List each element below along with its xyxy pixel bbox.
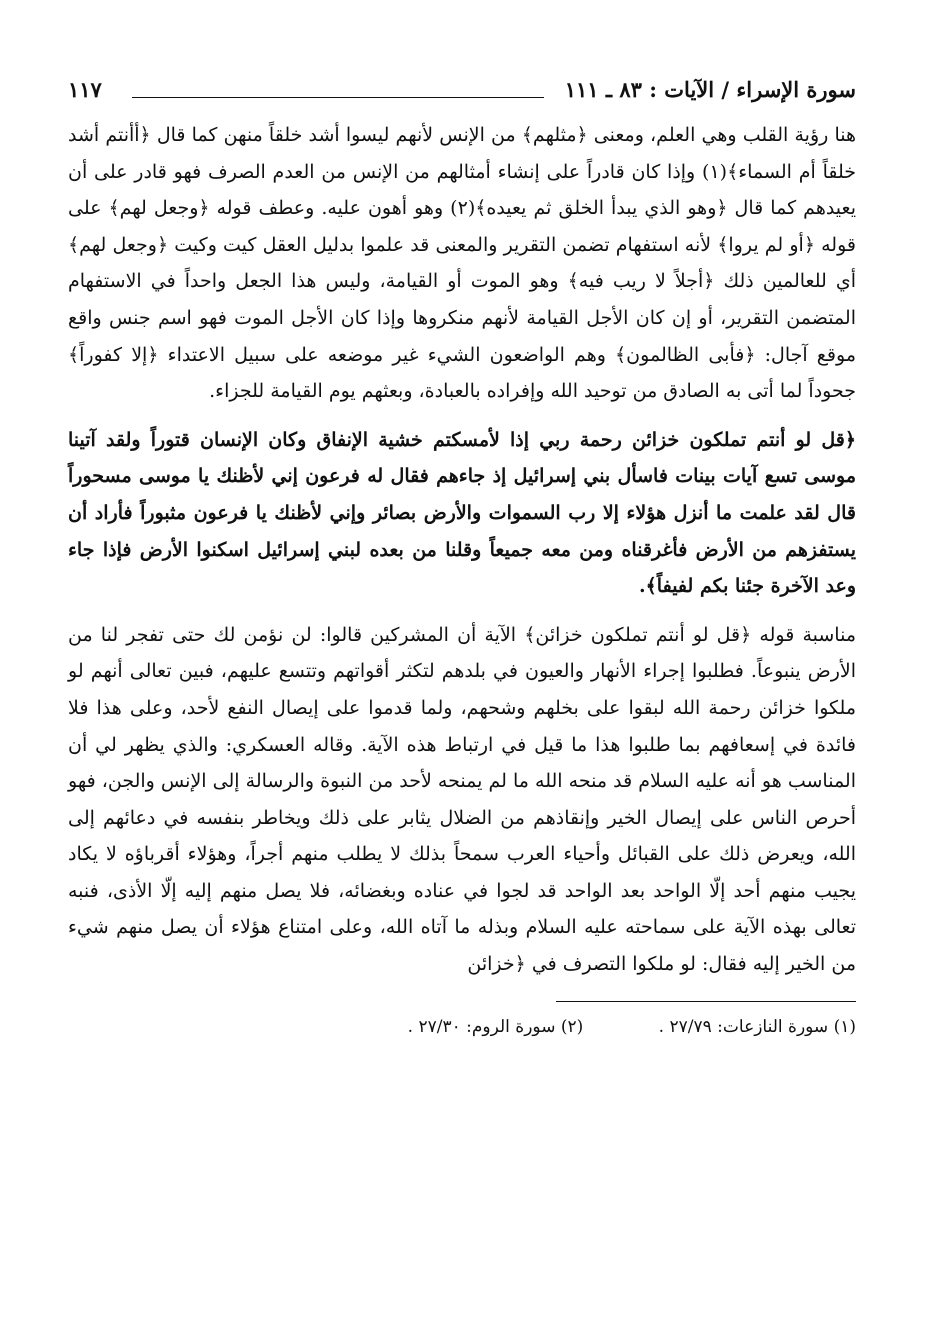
header-rule bbox=[132, 97, 544, 98]
book-page bbox=[68, 70, 856, 1042]
page-number: ١١٧ bbox=[68, 77, 102, 102]
footnote-2: (٢) سورة الروم: ٢٧/٣٠ . bbox=[407, 1016, 584, 1037]
footnote-1: (١) سورة النازعات: ٢٧/٧٩ . bbox=[658, 1016, 856, 1037]
commentary-paragraph: مناسبة قوله ﴿قل لو أنتم تملكون خزائن﴾ الآية أن المشركين قالوا: لن نؤمن لك حتى تفجر لنا من الأرض ينبوعاً. فطلبوا إجراء الأنهار والعيون في بلدهم لتكثر أقواتهم وتتسع عليهم، فبين تعالى أنهم لو ملكوا خزائن رحمة الله لبقوا على بخلهم وشحهم، ولما قدموا على إيصال النفع لأحد، وعلى هذا فلا فائدة في إسعافهم بما طلبوا هذا ما قيل في ارتباط هذه الآية. وقاله العسكري: والذي يظهر لي أن المناسب هو أنه عليه السلام قد منحه الله ما لم يمنحه لأحد من النبوة والرسالة إلى الإنس والجن، فهو أحرص الناس على إيصال الخير وإنقاذهم من الضلال يثابر على ذلك ويخاطر بنفسه في دعائهم إلى الله، ويعرض ذلك على القبائل وأحياء العرب سمحاً بذلك لا يطلب منهم أجراً، وهؤلاء أقرباؤه لا يكاد يجيب منهم أحد إلّا الواحد بعد الواحد قد لجوا في عناده وبغضائه، فلا يصل منهم إليه إلّا الأذى، فنبه تعالى بهذه الآية على سماحته عليه السلام وبذله ما آتاه الله، وعلى امتناع هؤلاء أن يصل منهم شيء من الخير إليه فقال: لو ملكوا التصرف في ﴿خزائن bbox=[68, 623, 856, 976]
footnotes bbox=[68, 1012, 856, 1042]
running-title: سورة الإسراء / الآيات : ٨٣ ـ ١١١ bbox=[564, 77, 856, 102]
footnote-rule bbox=[556, 1001, 856, 1002]
quran-verse-block: ﴿قل لو أنتم تملكون خزائن رحمة ربي إذا لأمسكتم خشية الإنفاق وكان الإنسان قتوراً ولقد آتينا موسى تسع آيات بينات فاسأل بني إسرائيل إذ جاءهم فقال له فرعون إني لأظنك يا موسى مسحوراً قال لقد علمت ما أنزل هؤلاء إلا رب السموات والأرض بصائر وإني لأظنك يا فرعون مثبوراً فأراد أن يستفزهم من الأرض فأغرقناه ومن معه جميعاً وقلنا من بعده لبني إسرائيل اسكنوا الأرض فإذا جاء وعد الآخرة جئنا بكم لفيفاً﴾. bbox=[68, 428, 856, 598]
commentary-paragraph: هنا رؤية القلب وهي العلم، ومعنى ﴿مثلهم﴾ من الإنس لأنهم ليسوا أشد خلقاً منهن كما قال ﴿أأنتم أشد خلقاً أم السماء﴾(١) وإذا كان قادراً على إنشاء أمثالهم من الإنس من العدم الصرف فهو قادر على أن يعيدهم كما قال ﴿وهو الذي يبدأ الخلق ثم يعيده﴾(٢) وهو أهون عليه. وعطف قوله ﴿وجعل لهم﴾ على قوله ﴿أو لم يروا﴾ لأنه استفهام تضمن التقرير والمعنى قد علموا بدليل العقل كيت وكيت ﴿وجعل لهم﴾ أي للعالمين ذلك ﴿أجلاً لا ريب فيه﴾ وهو الموت أو القيامة، وليس هذا الجعل واحداً في الاستفهام المتضمن التقرير، أو إن كان الأجل القيامة لأنهم منكروها وإذا كان الأجل الموت فهو اسم جنس واقع موقع آجال: ﴿فأبى الظالمون﴾ وهم الواضعون الشيء غير موضعه على سبيل الاعتداء ﴿إلا كفوراً﴾ جحوداً لما أتى به الصادق من توحيد الله وإفراده بالعبادة، وبعثهم يوم القيامة للجزاء. bbox=[68, 124, 857, 403]
page-header bbox=[68, 70, 856, 110]
